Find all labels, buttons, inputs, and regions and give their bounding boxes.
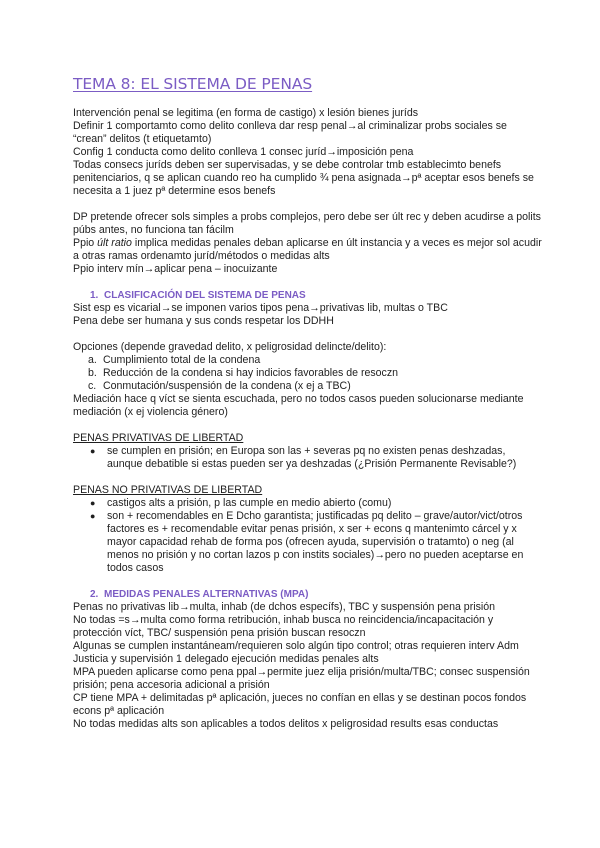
dp-paragraph: DP pretende ofrecer sols simples a probs complejos, pero debe ser últ rec y deben acudirse a polits púbs antes, no funciona tan fácilm bbox=[73, 211, 541, 236]
section-number: 2. bbox=[90, 589, 99, 600]
list-item-text: son + recomendables en E Dcho garantista; justificadas pq delito – grave/autor/vict/otros factores es + recomendable evitar penas prisión, x ser + econs q mantenimto cárcel y x mayor capacidad rehab de forma pos (ofrecen ayuda, supervisión o tratamto) o neg (al menos no prisión y no cortan lazos p con instits sociales)→pero no pueden aceptarse en todos casos bbox=[107, 510, 524, 574]
list-item-text: Reducción de la condena si hay indicios favorables de resoczn bbox=[103, 367, 399, 379]
privativas-heading: PENAS PRIVATIVAS DE LIBERTAD bbox=[73, 432, 244, 444]
section-number: 1. bbox=[90, 290, 99, 301]
page-title: TEMA 8: EL SISTEMA DE PENAS bbox=[73, 75, 313, 93]
intro-line: Config 1 conducta como delito conlleva 1 consec juríd→imposición pena bbox=[73, 146, 414, 158]
list-marker: b. bbox=[88, 367, 97, 379]
ppio-italic-term: últ ratio bbox=[97, 237, 132, 249]
bullet-icon: ● bbox=[90, 446, 96, 456]
section-title: CLASIFICACIÓN DEL SISTEMA DE PENAS bbox=[104, 290, 306, 301]
list-item bbox=[73, 380, 543, 393]
list-item bbox=[73, 445, 543, 471]
ppio-interv-paragraph: Ppio interv mín→aplicar pena – inocuizante bbox=[73, 263, 278, 275]
no-privativas-heading: PENAS NO PRIVATIVAS DE LIBERTAD bbox=[73, 484, 263, 496]
document-page bbox=[73, 74, 543, 731]
section-heading-1 bbox=[73, 289, 543, 302]
list-item bbox=[73, 367, 543, 380]
ppio-prefix: Ppio bbox=[73, 237, 98, 249]
section2-line: Algunas se cumplen instantáneam/requieren solo algún tipo control; otras requieren interv Adm Justicia y supervisión 1 delegado ejecución medidas penales alts bbox=[73, 640, 519, 665]
spacer bbox=[73, 575, 543, 588]
section2-line: No todas medidas alts son aplicables a todos delitos x peligrosidad results esas conductas bbox=[73, 718, 499, 730]
spacer bbox=[73, 419, 543, 432]
section-title: MEDIDAS PENALES ALTERNATIVAS (MPA) bbox=[104, 589, 309, 600]
list-item-text: Conmutación/suspensión de la condena (x ej a TBC) bbox=[103, 380, 351, 392]
list-item bbox=[73, 354, 543, 367]
bullet-icon: ● bbox=[90, 511, 96, 521]
ppio-ultima-ratio-paragraph bbox=[73, 237, 543, 263]
bullet-icon: ● bbox=[90, 498, 96, 508]
list-item bbox=[73, 510, 543, 575]
list-item bbox=[73, 497, 543, 510]
list-item-text: se cumplen en prisión; en Europa son las + severas pq no existen penas deshzadas, aunque debatible si estas pueden ser ya deshzadas (¿Prisión Permanente Revisable?) bbox=[107, 445, 517, 470]
intro-line: Intervención penal se legitima (en forma de castigo) x lesión bienes juríds bbox=[73, 107, 419, 119]
section1-line: Pena debe ser humana y sus conds respetar los DDHH bbox=[73, 315, 334, 327]
section2-line: No todas =s→multa como forma retribución, inhab busca no reincidencia/incapacitación y protección víct, TBC/ suspensión pena prisión buscan resoczn bbox=[73, 614, 494, 639]
list-marker: c. bbox=[88, 380, 97, 392]
spacer bbox=[73, 328, 543, 341]
section1-line: Sist esp es vicarial→se imponen varios tipos pena→privativas lib, multas o TBC bbox=[73, 302, 448, 314]
intro-line: Todas consecs juríds deben ser supervisadas, y se debe controlar tmb establecimto benefs penitenciarios, q se aplican cuando reo ha cumplido ¾ pena asignada→pª aceptar esos benefs se necesita a 1 juez pª determine esos benefs bbox=[73, 159, 534, 197]
ppio-rest: implica medidas penales deban aplicarse en últ instancia y a veces es mejor sol acudir a otras ramas ordenamto juríd/métodos o medidas alts bbox=[73, 237, 542, 262]
intro-line: Definir 1 comportamto como delito conlleva dar resp penal→al criminalizar probs sociales se “crean” delitos (t etiquetamto) bbox=[73, 120, 507, 145]
spacer bbox=[73, 198, 543, 211]
section-heading-2 bbox=[73, 588, 543, 601]
list-item-text: Cumplimiento total de la condena bbox=[103, 354, 261, 366]
privativas-list bbox=[73, 445, 543, 471]
options-intro: Opciones (depende gravedad delito, x peligrosidad delincte/delito): bbox=[73, 341, 387, 353]
spacer bbox=[73, 471, 543, 484]
spacer bbox=[73, 276, 543, 289]
list-marker: a. bbox=[88, 354, 97, 366]
options-list bbox=[73, 354, 543, 393]
list-item-text: castigos alts a prisión, p las cumple en medio abierto (comu) bbox=[107, 497, 392, 509]
section2-line: CP tiene MPA + delimitadas pª aplicación, jueces no confían en ellas y se destinan pocos fondos econs pª aplicación bbox=[73, 692, 527, 717]
mediacion-paragraph: Mediación hace q víct se sienta escuchada, pero no todos casos pueden solucionarse mediante mediación (x ej violencia género) bbox=[73, 393, 524, 418]
section2-line: MPA pueden aplicarse como pena ppal→permite juez elija prisión/multa/TBC; consec suspensión prisión; pena accesoria adicional a prisión bbox=[73, 666, 530, 691]
no-privativas-list bbox=[73, 497, 543, 575]
section2-line: Penas no privativas lib→multa, inhab (de dchos específs), TBC y suspensión pena prisión bbox=[73, 601, 496, 613]
